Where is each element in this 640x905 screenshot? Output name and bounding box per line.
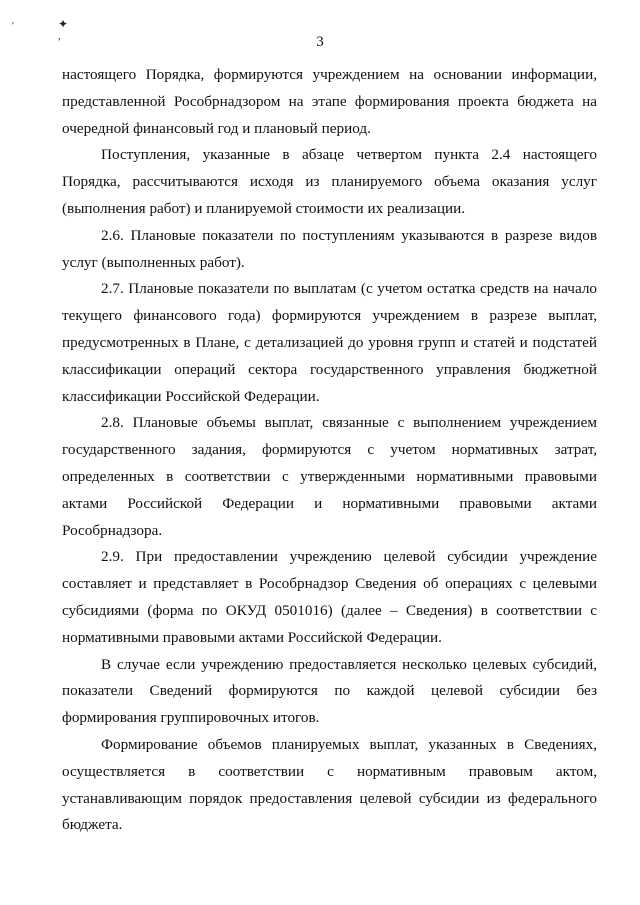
- scan-artifact-mark: ,: [58, 31, 61, 42]
- document-body: [62, 62, 597, 839]
- paragraph-planned-payments: Формирование объемов планируемых выплат, указанных в Сведениях, осуществляется в соответствии с нормативным правовым актом, устанавливающим порядок предоставления целевой субсидии из федерального бюджета.: [62, 735, 597, 834]
- paragraph-2-6: 2.6. Плановые показатели по поступлениям указываются в разрезе видов услуг (выполненных работ).: [62, 226, 597, 271]
- paragraph-2-7: 2.7. Плановые показатели по выплатам (с учетом остатка средств на начало текущего финансового года) формируются учреждением в разрезе выплат, предусмотренных в Плане, с детализацией до уровня групп и статей и подстатей классификации операций сектора государственного управления бюджетной классификации Российской Федерации.: [62, 280, 597, 405]
- page-number: 3: [316, 34, 324, 50]
- paragraph-receipts: Поступления, указанные в абзаце четвертом пункта 2.4 настоящего Порядка, рассчитываются исходя из планируемого объема оказания услуг (выполнения работ) и планируемой стоимости их реализации.: [62, 146, 597, 217]
- paragraph-continuation: настоящего Порядка, формируются учреждением на основании информации, представленной Рособрнадзором на этапе формирования проекта бюджета на очередной финансовый год и плановый период.: [62, 66, 597, 137]
- paragraph-2-9: 2.9. При предоставлении учреждению целевой субсидии учреждение составляет и представляет в Рособрнадзор Сведения об операциях с целевыми субсидиями (форма по ОКУД 0501016) (далее – Сведения) в соответствии с нормативными правовыми актами Российской Федерации.: [62, 548, 597, 646]
- scan-artifact-mark: ': [12, 21, 14, 32]
- scan-artifact-mark: ✦: [58, 17, 69, 31]
- paragraph-2-8: 2.8. Плановые объемы выплат, связанные с выполнением учреждением государственного задания, формируются с учетом нормативных затрат, определенных в соответствии с утвержденными нормативными правовыми актами Российской Федерации и нормативными правовыми актами Рособрнадзора.: [62, 414, 597, 539]
- paragraph-multiple-subsidies: В случае если учреждению предоставляется несколько целевых субсидий, показатели Сведений формируются по каждой целевой субсидии без формирования группировочных итогов.: [62, 655, 597, 727]
